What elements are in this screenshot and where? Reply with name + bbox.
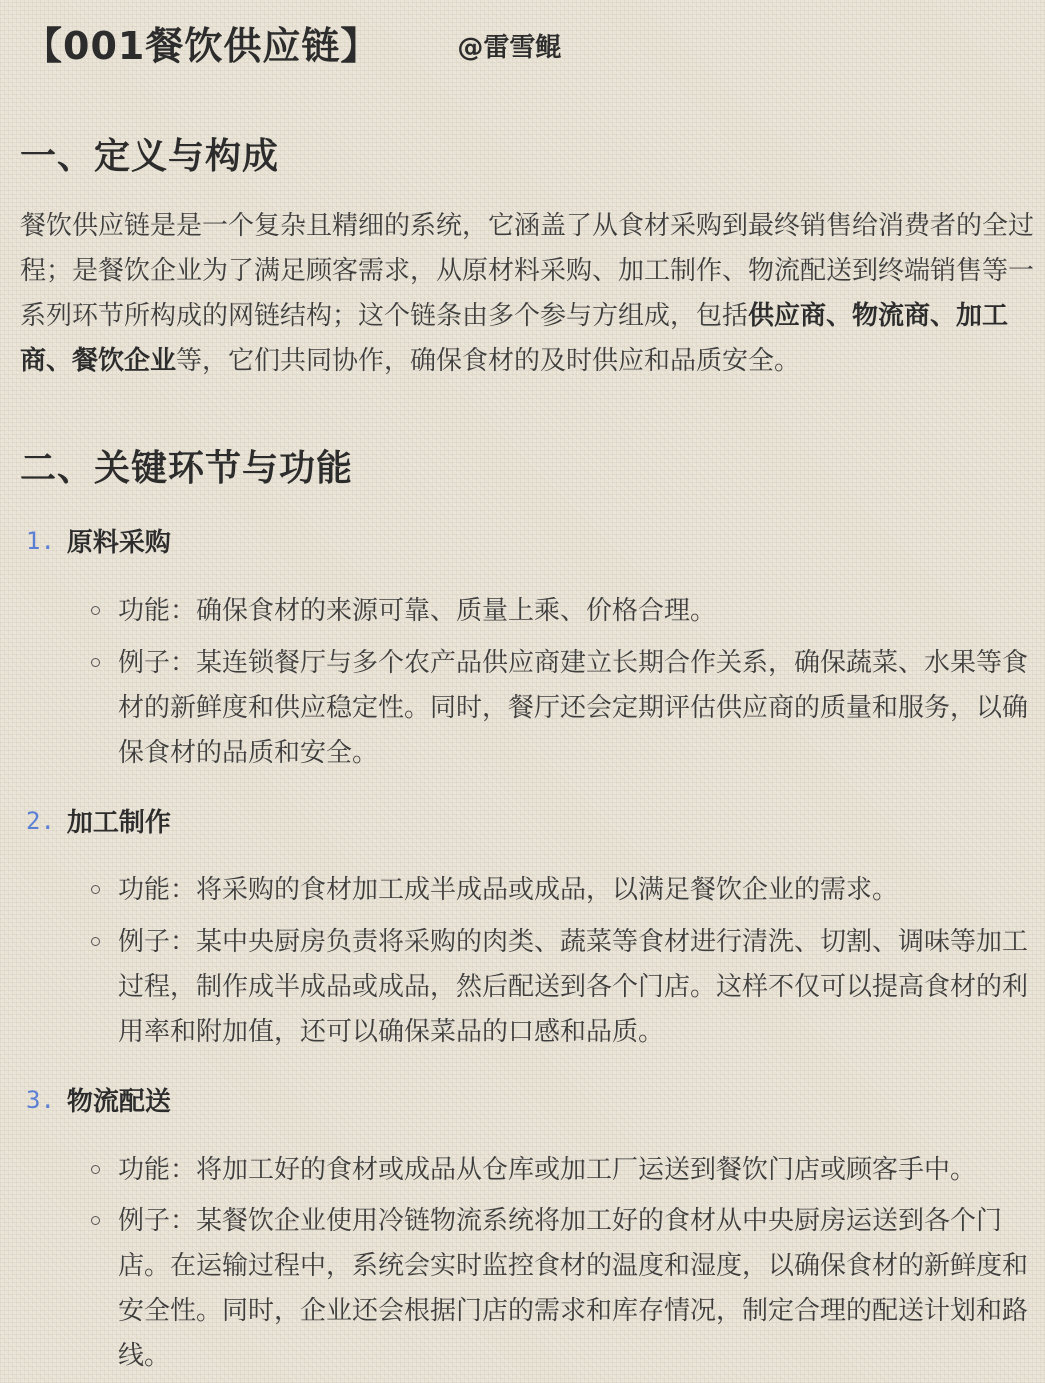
example-bullet	[118, 1199, 1028, 1379]
list-item-title: 加工制作	[66, 808, 171, 838]
example-bullet	[118, 920, 1028, 1055]
hollow-bullet-icon	[91, 606, 100, 615]
function-text: 功能：将采购的食材加工成半成品或成品，以满足餐饮企业的需求。	[118, 875, 899, 905]
hollow-bullet-icon	[91, 885, 100, 894]
section-heading-key-links: 二、关键环节与功能	[20, 448, 354, 489]
hollow-bullet-icon	[91, 658, 100, 667]
list-item-heading	[26, 802, 171, 839]
definition-text-b: 等，它们共同协作，确保食材的及时供应和品质安全。	[176, 346, 801, 376]
definition-text-a: 餐饮供应链是是一个复杂且精细的系统，它涵盖了从食材采购到最终销售给消费者的全过程；是餐饮企业为了满足顾客需求，从原材料采购、加工制作、物流配送到终端销售等一系列环节所构成的网链结构；这个链条由多个参与方组成，包括	[20, 211, 1035, 331]
header	[24, 12, 561, 72]
author-handle: @雷雪鲲	[457, 32, 562, 63]
example-text: 例子：某中央厨房负责将采购的肉类、蔬菜等食材进行清洗、切割、调味等加工过程，制作成半成品或成品，然后配送到各个门店。这样不仅可以提高食材的利用率和附加值，还可以确保菜品的口感和品质。	[118, 927, 1029, 1047]
list-item-number: 3.	[26, 1085, 55, 1114]
function-bullet	[118, 589, 1028, 634]
hollow-bullet-icon	[91, 937, 100, 946]
list-item-heading	[26, 522, 171, 559]
hollow-bullet-icon	[91, 1216, 100, 1225]
list-item-number: 2.	[26, 806, 55, 835]
function-text: 功能：确保食材的来源可靠、质量上乘、价格合理。	[118, 596, 717, 626]
example-text: 例子：某餐饮企业使用冷链物流系统将加工好的食材从中央厨房运送到各个门店。在运输过程中，系统会实时监控食材的温度和湿度，以确保食材的新鲜度和安全性。同时，企业还会根据门店的需求和库存情况，制定合理的配送计划和路线。	[118, 1206, 1029, 1371]
hollow-bullet-icon	[91, 1165, 100, 1174]
function-text: 功能：将加工好的食材或成品从仓库或加工厂运送到餐饮门店或顾客手中。	[118, 1155, 977, 1185]
list-item-heading	[26, 1081, 171, 1118]
list-item-number: 1.	[26, 526, 55, 555]
list-item-title: 物流配送	[66, 1087, 171, 1117]
definition-paragraph	[20, 204, 1035, 384]
function-bullet	[118, 868, 1028, 913]
example-text: 例子：某连锁餐厅与多个农产品供应商建立长期合作关系，确保蔬菜、水果等食材的新鲜度和供应稳定性。同时，餐厅还会定期评估供应商的质量和服务，以确保食材的品质和安全。	[118, 648, 1029, 768]
list-item-title: 原料采购	[66, 528, 171, 558]
example-bullet	[118, 641, 1028, 776]
section-heading-definition: 一、定义与构成	[20, 136, 280, 177]
definition-participants: 供应商、物流商、加工商、餐饮企业	[20, 301, 1009, 376]
doc-title: 【001餐饮供应链】	[24, 23, 380, 68]
function-bullet	[118, 1148, 1028, 1193]
